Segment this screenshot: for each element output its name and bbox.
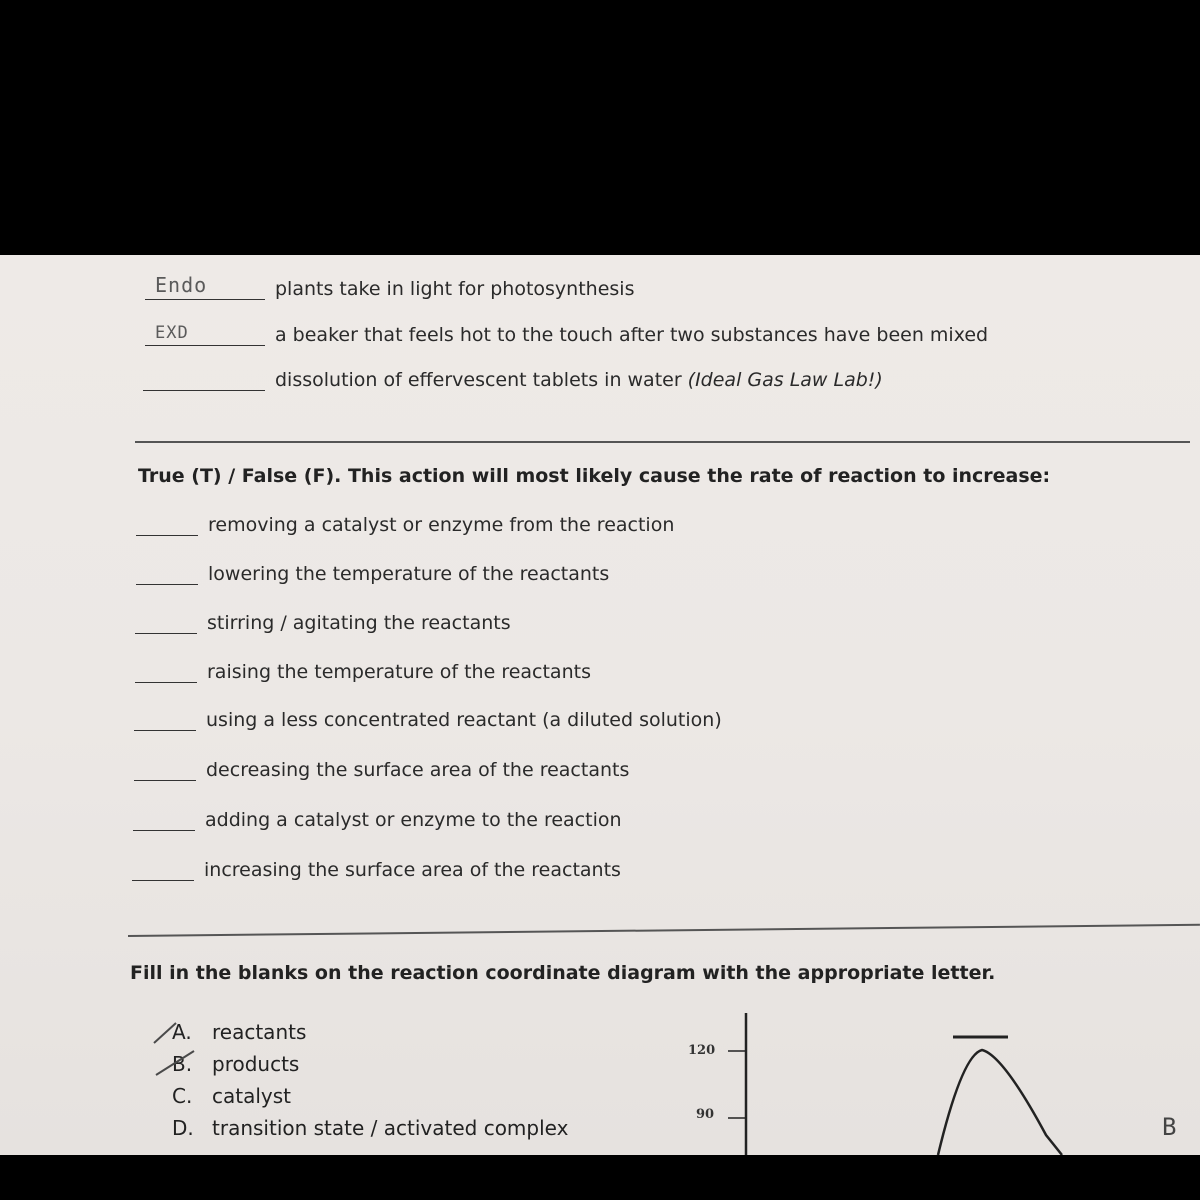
item-text: lowering the temperature of the reactants bbox=[208, 563, 610, 585]
option-letter: D. bbox=[172, 1116, 194, 1140]
photo-bottom-edge bbox=[0, 1155, 1200, 1200]
option-label: products bbox=[212, 1052, 300, 1076]
y-tick-label: 90 bbox=[696, 1107, 715, 1122]
option-letter: B. bbox=[172, 1052, 193, 1076]
endo-exo-row bbox=[145, 323, 988, 346]
endo-exo-row bbox=[145, 273, 635, 300]
row-text-italic: (Ideal Gas Law Lab!) bbox=[687, 369, 883, 391]
answer-blank[interactable] bbox=[135, 611, 197, 634]
reaction-coordinate-diagram bbox=[700, 1005, 1200, 1155]
answer-blank[interactable] bbox=[145, 273, 265, 300]
section-divider bbox=[128, 924, 1200, 937]
true-false-item bbox=[134, 758, 629, 781]
row-text: dissolution of effervescent tablets in water bbox=[275, 369, 682, 391]
answer-blank[interactable] bbox=[143, 368, 265, 391]
answer-blank[interactable] bbox=[134, 708, 196, 731]
true-false-item bbox=[135, 611, 511, 634]
item-text: removing a catalyst or enzyme from the reaction bbox=[208, 514, 675, 536]
answer-blank[interactable] bbox=[145, 323, 265, 346]
true-false-item bbox=[135, 660, 591, 683]
option-label: catalyst bbox=[212, 1084, 292, 1108]
true-false-heading: True (T) / False (F). This action will most likely cause the rate of reaction to increase: bbox=[138, 465, 1051, 487]
item-text: decreasing the surface area of the reactants bbox=[206, 759, 630, 781]
option-letter: A. bbox=[172, 1020, 192, 1044]
option-label: transition state / activated complex bbox=[212, 1116, 569, 1140]
item-text: increasing the surface area of the reactants bbox=[204, 859, 621, 881]
handwritten-check-marks bbox=[150, 1015, 220, 1085]
row-text: plants take in light for photosynthesis bbox=[275, 278, 635, 300]
answer-blank[interactable] bbox=[135, 660, 197, 683]
answer-blank[interactable] bbox=[136, 513, 198, 536]
handwritten-answer: B bbox=[1162, 1113, 1177, 1141]
item-text: using a less concentrated reactant (a diluted solution) bbox=[206, 709, 722, 731]
handwritten-answer: Endo bbox=[155, 273, 208, 297]
true-false-item bbox=[136, 562, 609, 585]
answer-blank[interactable] bbox=[132, 858, 194, 881]
endo-exo-row bbox=[143, 368, 883, 391]
answer-blank[interactable] bbox=[134, 758, 196, 781]
answer-blank[interactable] bbox=[136, 562, 198, 585]
option-letter: C. bbox=[172, 1084, 193, 1108]
row-text: a beaker that feels hot to the touch after two substances have been mixed bbox=[275, 324, 989, 346]
section-divider bbox=[135, 441, 1190, 443]
true-false-item bbox=[133, 808, 622, 831]
option-c bbox=[172, 1084, 291, 1108]
true-false-item bbox=[132, 858, 621, 881]
answer-blank[interactable] bbox=[133, 808, 195, 831]
worksheet-page bbox=[0, 255, 1200, 1155]
true-false-item bbox=[136, 513, 674, 536]
true-false-item bbox=[134, 708, 722, 731]
energy-curve bbox=[938, 1050, 1062, 1155]
item-text: raising the temperature of the reactants bbox=[207, 661, 591, 683]
diagram-heading: Fill in the blanks on the reaction coordinate diagram with the appropriate letter. bbox=[130, 962, 996, 984]
option-label: reactants bbox=[212, 1020, 307, 1044]
y-tick-label: 120 bbox=[688, 1043, 716, 1058]
item-text: stirring / agitating the reactants bbox=[207, 612, 511, 634]
handwritten-answer: EXD bbox=[155, 323, 189, 343]
item-text: adding a catalyst or enzyme to the reaction bbox=[205, 809, 622, 831]
option-d bbox=[172, 1116, 568, 1140]
